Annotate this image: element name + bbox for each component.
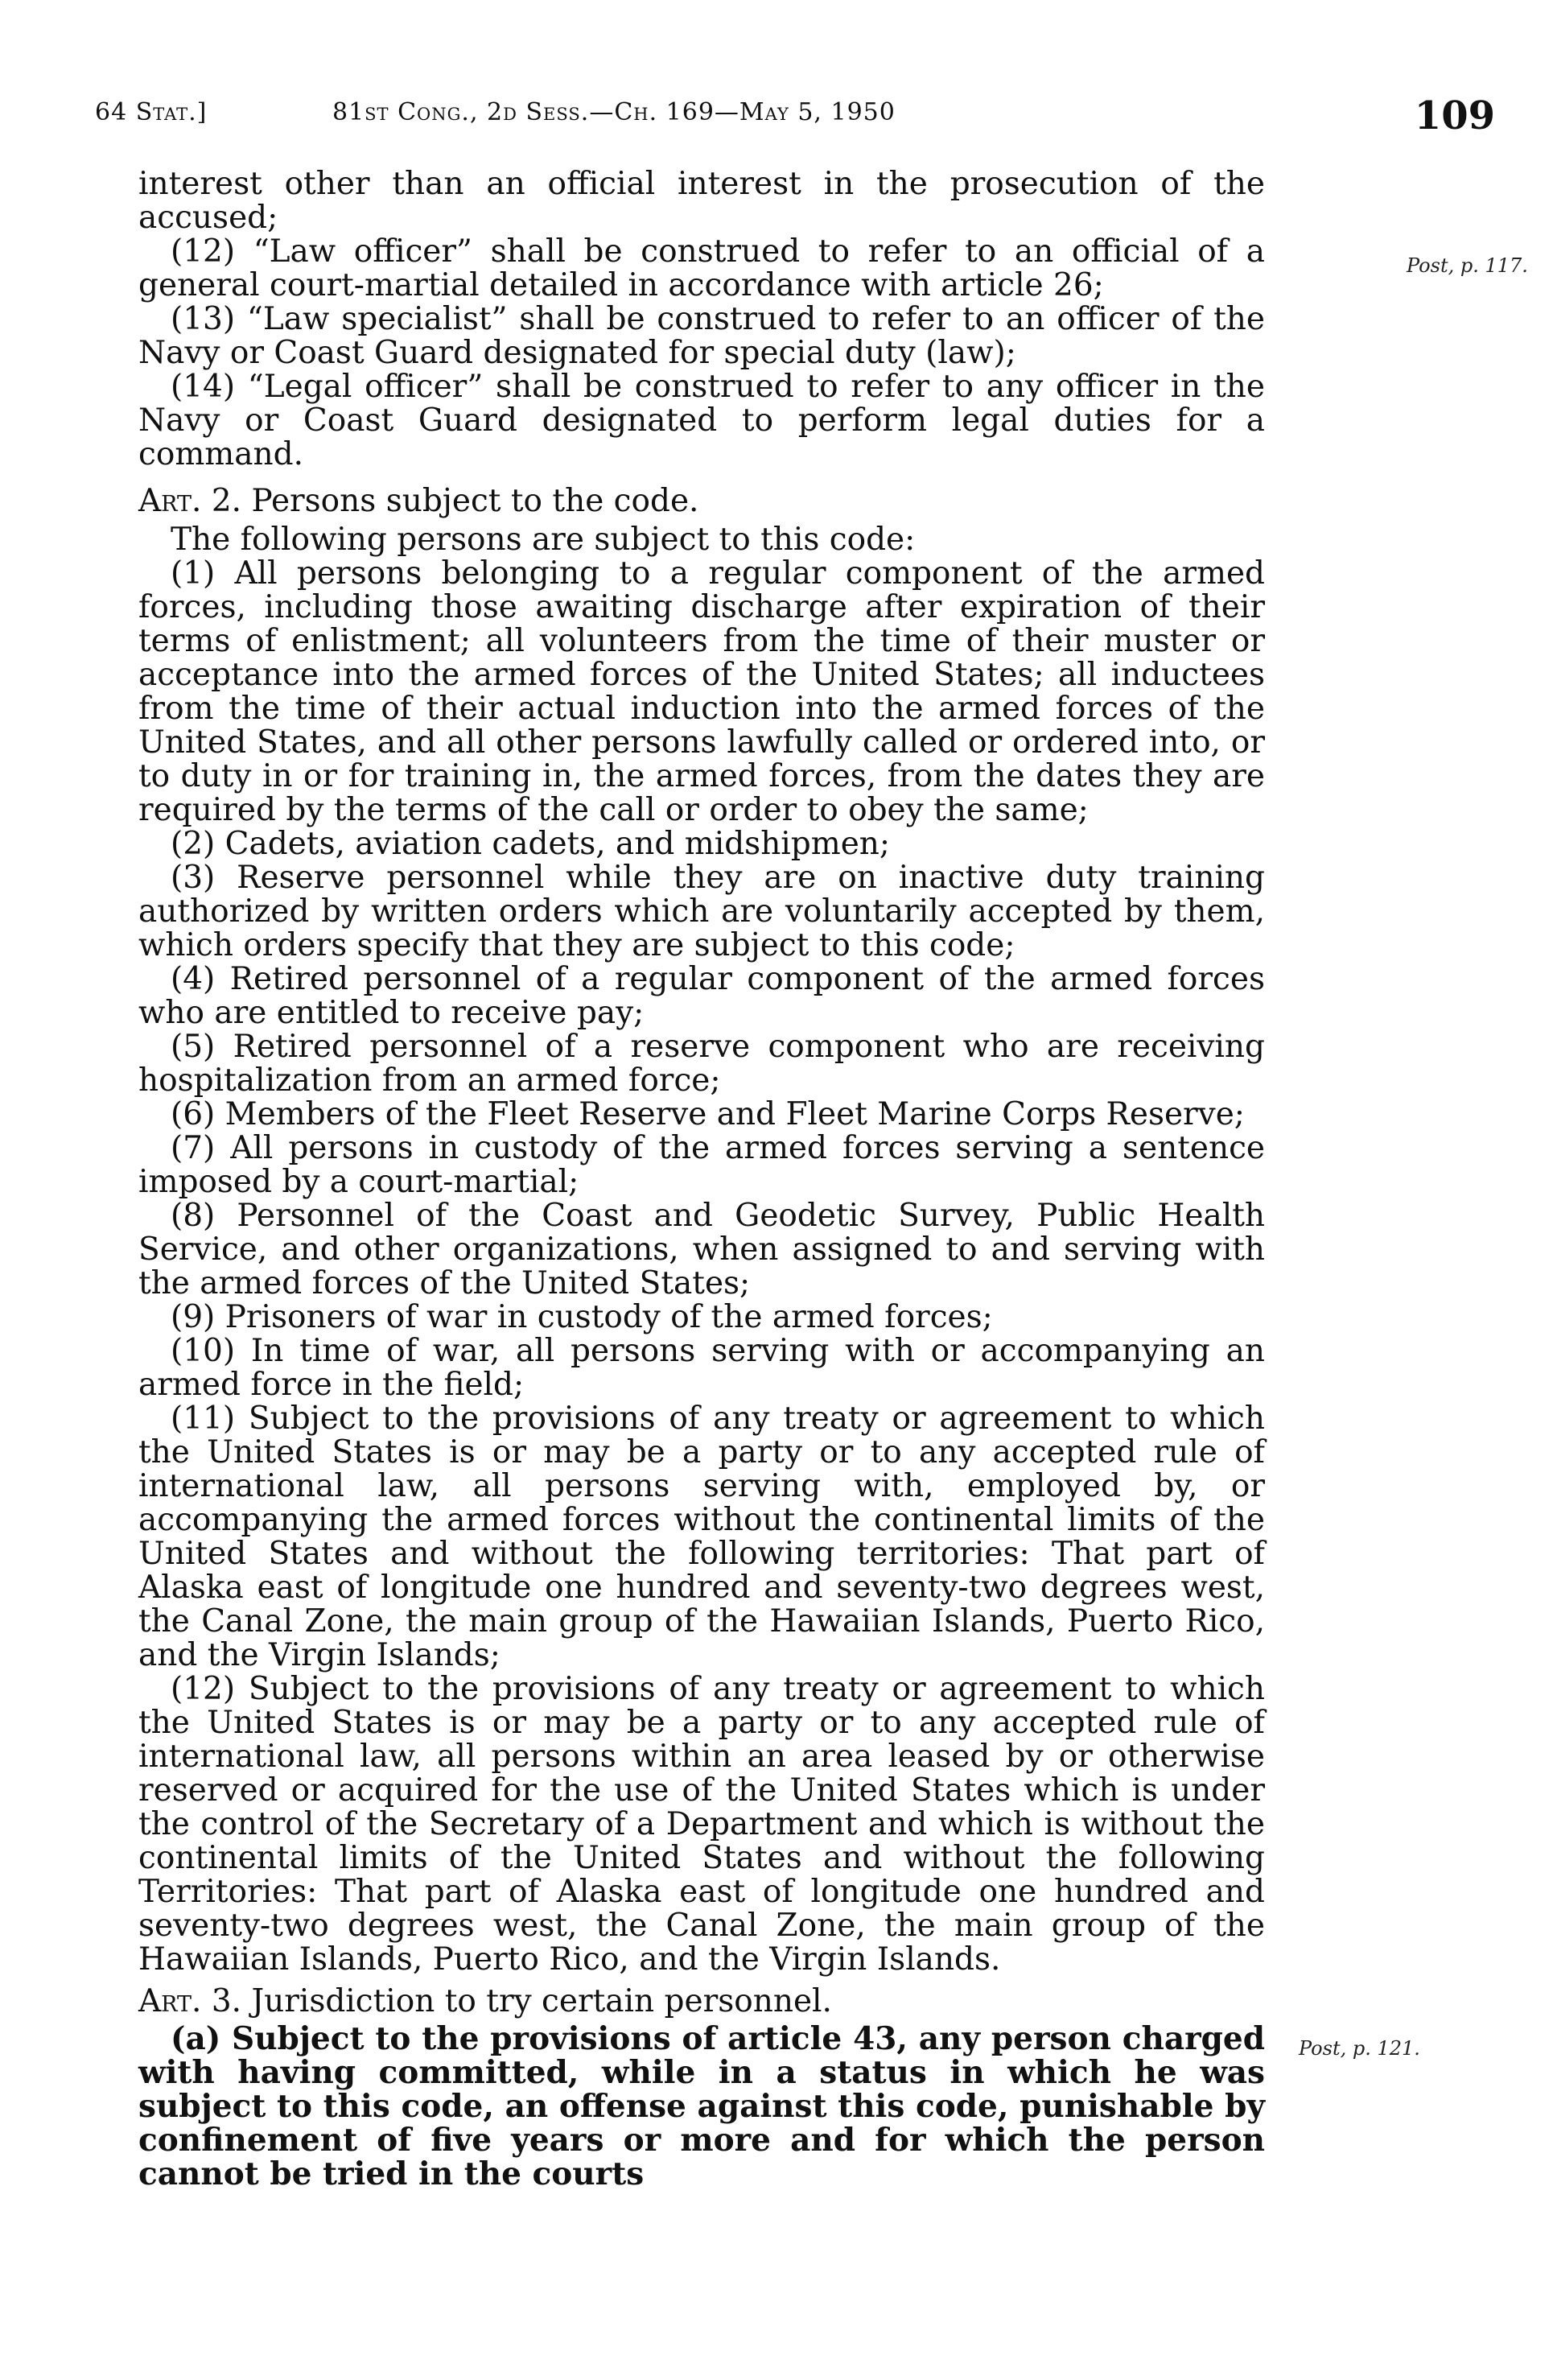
list-item: (6) Members of the Fleet Reserve and Fleet Marine Corps Reserve;: [171, 1096, 1245, 1132]
paragraph: interest other than an official interest in the prosecution of the accused;: [138, 166, 1265, 236]
article-2-heading: [138, 485, 1265, 518]
paragraph: (12) “Law officer” shall be construed to refer to an official of a general court-martial detailed in accordance with article 26;: [138, 233, 1265, 303]
list-item: (4) Retired personnel of a regular component of the armed forces who are entitled to receive pay;: [138, 961, 1265, 1031]
list-item: (11) Subject to the provisions of any treaty or agreement to which the United States is or may be a party or to any accepted rule of international law, all persons serving with, employed by, or accompanying the armed forces without the continental limits of the United States and without the following territories: That part of Alaska east of longitude one hundred and seventy-two degrees west, the Canal Zone, the main group of the Hawaiian Islands, Puerto Rico, and the Virgin Islands;: [138, 1400, 1265, 1673]
list-item: (12) Subject to the provisions of any treaty or agreement to which the United States is or may be a party or to any accepted rule of international law, all persons within an area leased by or otherwise reserved or acquired for the use of the United States which is under the control of the Secretary of a Department and which is without the continental limits of the United States and without the following Territories: That part of Alaska east of longitude one hundred and seventy-two degrees west, the Canal Zone, the main group of the Hawaiian Islands, Puerto Rico, and the Virgin Islands.: [138, 1671, 1265, 1978]
paragraph: (14) “Legal officer” shall be construed to refer to any officer in the Navy or Coast Guard designated to perform legal duties for a command.: [138, 369, 1265, 472]
article-title: Persons subject to the code.: [251, 483, 699, 519]
margin-note-post-117: Post, p. 117.: [1407, 254, 1528, 277]
body-text: [138, 167, 1265, 2191]
list-item: (1) All persons belonging to a regular component of the armed forces, including those awaiting discharge after expiration of their terms of enlistment; all volunteers from the time of their muster or acceptance into the armed forces of the United States; all inductees from the time of their actual induction into the armed forces of the United States, and all other persons lawfully called or ordered into, or to duty in or for training in, the armed forces, from the dates they are required by the terms of the call or order to obey the same;: [138, 555, 1265, 828]
page-header: [95, 93, 1495, 146]
article-3-heading: [138, 1985, 1265, 2019]
list-item: (3) Reserve personnel while they are on inactive duty training authorized by written orders which are voluntarily accepted by them, which orders specify that they are subject to this code;: [138, 860, 1265, 963]
list-item: (2) Cadets, aviation cadets, and midshipmen;: [171, 826, 891, 862]
article-label: Art. 2.: [138, 483, 242, 519]
statute-reference: 64 Stat.]: [95, 98, 208, 126]
margin-note-post-121: Post, p. 121.: [1299, 2037, 1420, 2060]
list-item: (8) Personnel of the Coast and Geodetic Survey, Public Health Service, and other organizations, when assigned to and serving with the armed forces of the United States;: [138, 1198, 1265, 1301]
list-item: (7) All persons in custody of the armed forces serving a sentence imposed by a court-martial;: [138, 1130, 1265, 1200]
list-item: (10) In time of war, all persons serving with or accompanying an armed force in the field;: [138, 1333, 1265, 1403]
article-2-intro: The following persons are subject to this code:: [171, 522, 916, 558]
page-number: 109: [1414, 93, 1495, 138]
article-3-paragraph-a: (a) Subject to the provisions of article 43, any person charged with having committed, while in a status in which he was subject to this code, an offense against this code, punishable by confinement of five years or more and for which the person cannot be tried in the courts: [138, 2020, 1265, 2192]
paragraph: (13) “Law specialist” shall be construed to refer to an officer of the Navy or Coast Guard designated for special duty (law);: [138, 301, 1265, 371]
list-item: (9) Prisoners of war in custody of the armed forces;: [171, 1299, 993, 1335]
article-label: Art. 3.: [138, 1983, 242, 2019]
article-title: Jurisdiction to try certain personnel.: [251, 1983, 832, 2019]
session-chapter-date: 81st Cong., 2d Sess.—Ch. 169—May 5, 1950: [332, 98, 896, 126]
list-item: (5) Retired personnel of a reserve component who are receiving hospitalization from an armed force;: [138, 1029, 1265, 1099]
